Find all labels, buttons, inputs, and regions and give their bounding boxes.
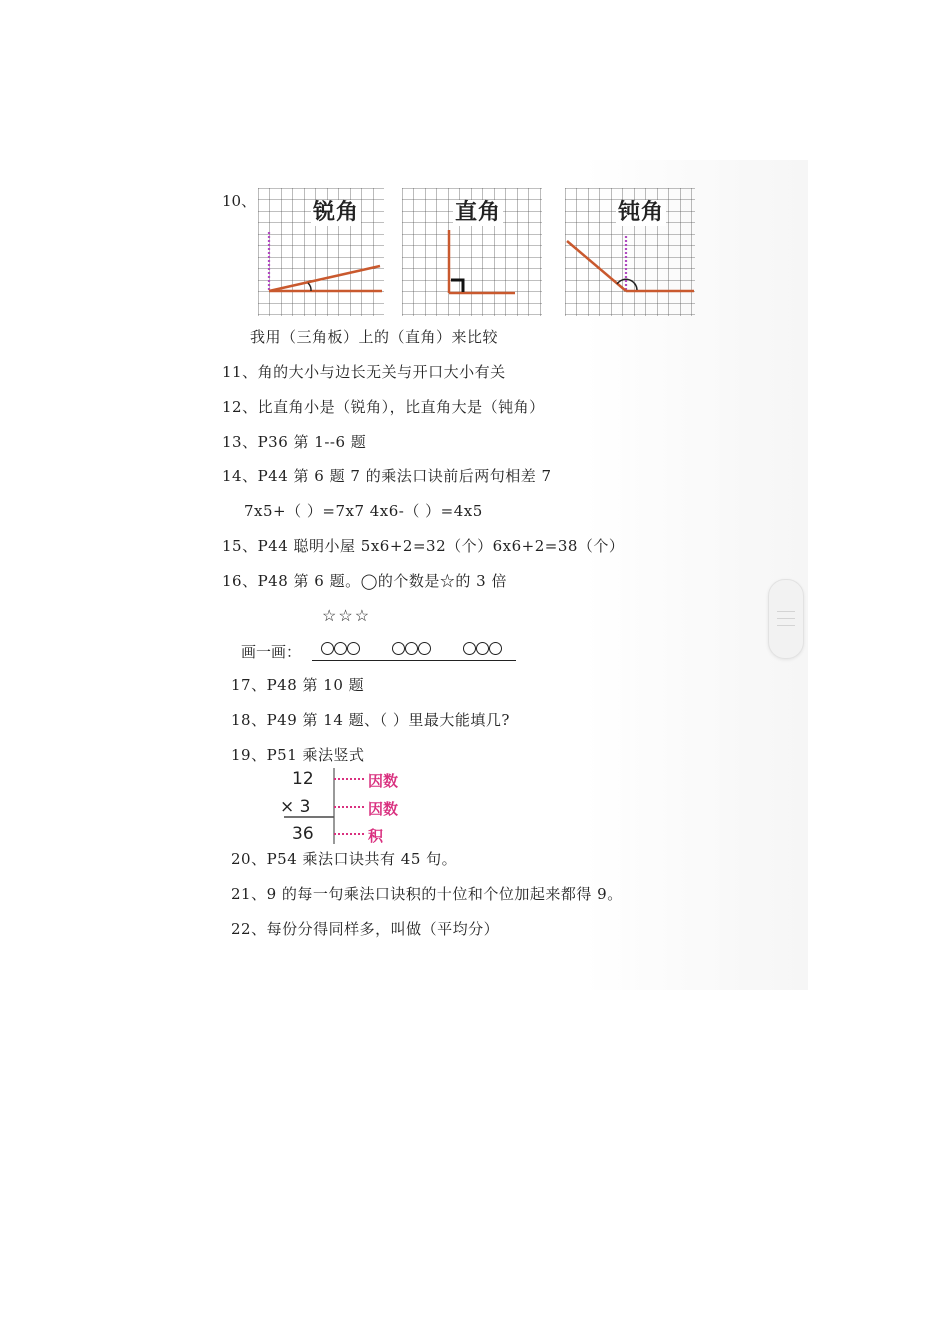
item-21: 21、9 的每一句乘法口诀积的十位和个位加起来都得 9。 xyxy=(231,885,623,903)
right-angle-title: 直角 xyxy=(455,200,502,225)
circle-icon xyxy=(347,642,360,655)
circle-icon xyxy=(463,642,476,655)
circle-icon xyxy=(476,642,489,655)
item-11: 11、角的大小与边长无关与开口大小有关 xyxy=(222,363,506,381)
product: 36 xyxy=(292,824,314,844)
item-15: 15、P44 聪明小屋 5x6+2=32（个）6x6+2=38（个） xyxy=(222,537,625,555)
item-20: 20、P54 乘法口诀共有 45 句。 xyxy=(231,850,458,868)
item-12: 12、比直角小是（锐角），比直角大是（钝角） xyxy=(222,398,545,416)
acute-angle-title: 锐角 xyxy=(313,200,360,225)
multiplicand: 12 xyxy=(292,769,314,789)
draw-label: 画一画： xyxy=(241,643,302,661)
figure-caption: 我用（三角板）上的（直角）来比较 xyxy=(250,328,499,346)
item-19: 19、P51 乘法竖式 xyxy=(231,746,365,764)
scroll-handle[interactable] xyxy=(768,579,804,659)
multiplier: × 3 xyxy=(280,797,311,817)
circle-icon xyxy=(334,642,347,655)
obtuse-angle-title: 钝角 xyxy=(618,200,665,225)
stars-row: ☆☆☆ xyxy=(322,606,372,625)
grip-line-icon xyxy=(777,611,795,612)
circle-icon xyxy=(489,642,502,655)
grip-line-icon xyxy=(777,625,795,626)
circles-answer xyxy=(312,638,516,661)
circle-icon xyxy=(321,642,334,655)
label-factor-2: 因数 xyxy=(368,800,399,818)
item-14: 14、P44 第 6 题 7 的乘法口诀前后两句相差 7 xyxy=(222,467,552,485)
grip-line-icon xyxy=(777,618,795,619)
label-factor-1: 因数 xyxy=(368,772,399,790)
circle-icon xyxy=(392,642,405,655)
circle-icon xyxy=(405,642,418,655)
item-14-equations: 7x5+（ ）=7x7 4x6-（ ）=4x5 xyxy=(244,502,483,520)
item-13: 13、P36 第 1--6 题 xyxy=(222,433,367,451)
item-16: 16、P48 第 6 题。◯的个数是☆的 3 倍 xyxy=(222,572,507,590)
label-product: 积 xyxy=(368,827,384,845)
vertical-multiplication xyxy=(276,766,436,848)
circle-icon xyxy=(418,642,431,655)
item-22: 22、每份分得同样多，叫做（平均分） xyxy=(231,920,500,938)
item-18: 18、P49 第 14 题、（ ）里最大能填几? xyxy=(231,711,510,729)
item-17: 17、P48 第 10 题 xyxy=(231,676,365,694)
item-10-number: 10、 xyxy=(222,192,257,210)
